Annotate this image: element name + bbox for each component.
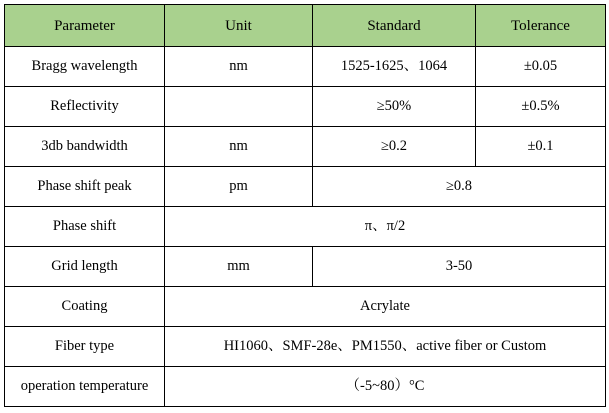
- cell-tolerance: ±0.5%: [476, 87, 606, 127]
- cell-standard-tolerance: 3-50: [313, 247, 606, 287]
- table-row: [5, 327, 606, 367]
- cell-tolerance: ±0.1: [476, 127, 606, 167]
- cell-unit: [165, 87, 313, 127]
- cell-value-span: π、π/2: [165, 207, 606, 247]
- table-row: [5, 127, 606, 167]
- table-header: [5, 5, 606, 47]
- column-header-tolerance: Tolerance: [476, 5, 606, 47]
- column-header-unit: Unit: [165, 5, 313, 47]
- cell-standard: ≥0.2: [313, 127, 476, 167]
- cell-parameter: Coating: [5, 287, 165, 327]
- cell-parameter: 3db bandwidth: [5, 127, 165, 167]
- cell-parameter: operation temperature: [5, 367, 165, 407]
- cell-unit: nm: [165, 127, 313, 167]
- table-row: [5, 87, 606, 127]
- table-body: [5, 47, 606, 407]
- cell-parameter: Bragg wavelength: [5, 47, 165, 87]
- column-header-standard: Standard: [313, 5, 476, 47]
- cell-value-span: （-5~80）°C: [165, 367, 606, 407]
- table-row: [5, 247, 606, 287]
- cell-unit: pm: [165, 167, 313, 207]
- cell-standard: 1525-1625、1064: [313, 47, 476, 87]
- table-row: [5, 207, 606, 247]
- table-header-row: [5, 5, 606, 47]
- cell-standard-tolerance: ≥0.8: [313, 167, 606, 207]
- cell-unit: mm: [165, 247, 313, 287]
- cell-parameter: Phase shift peak: [5, 167, 165, 207]
- cell-parameter: Reflectivity: [5, 87, 165, 127]
- cell-parameter: Grid length: [5, 247, 165, 287]
- table-row: [5, 367, 606, 407]
- cell-parameter: Phase shift: [5, 207, 165, 247]
- column-header-parameter: Parameter: [5, 5, 165, 47]
- cell-tolerance: ±0.05: [476, 47, 606, 87]
- specification-table: [4, 4, 606, 407]
- cell-standard: ≥50%: [313, 87, 476, 127]
- table-row: [5, 167, 606, 207]
- cell-unit: nm: [165, 47, 313, 87]
- table-row: [5, 287, 606, 327]
- cell-value-span: HI1060、SMF-28e、PM1550、active fiber or Custom: [165, 327, 606, 367]
- table-row: [5, 47, 606, 87]
- cell-value-span: Acrylate: [165, 287, 606, 327]
- cell-parameter: Fiber type: [5, 327, 165, 367]
